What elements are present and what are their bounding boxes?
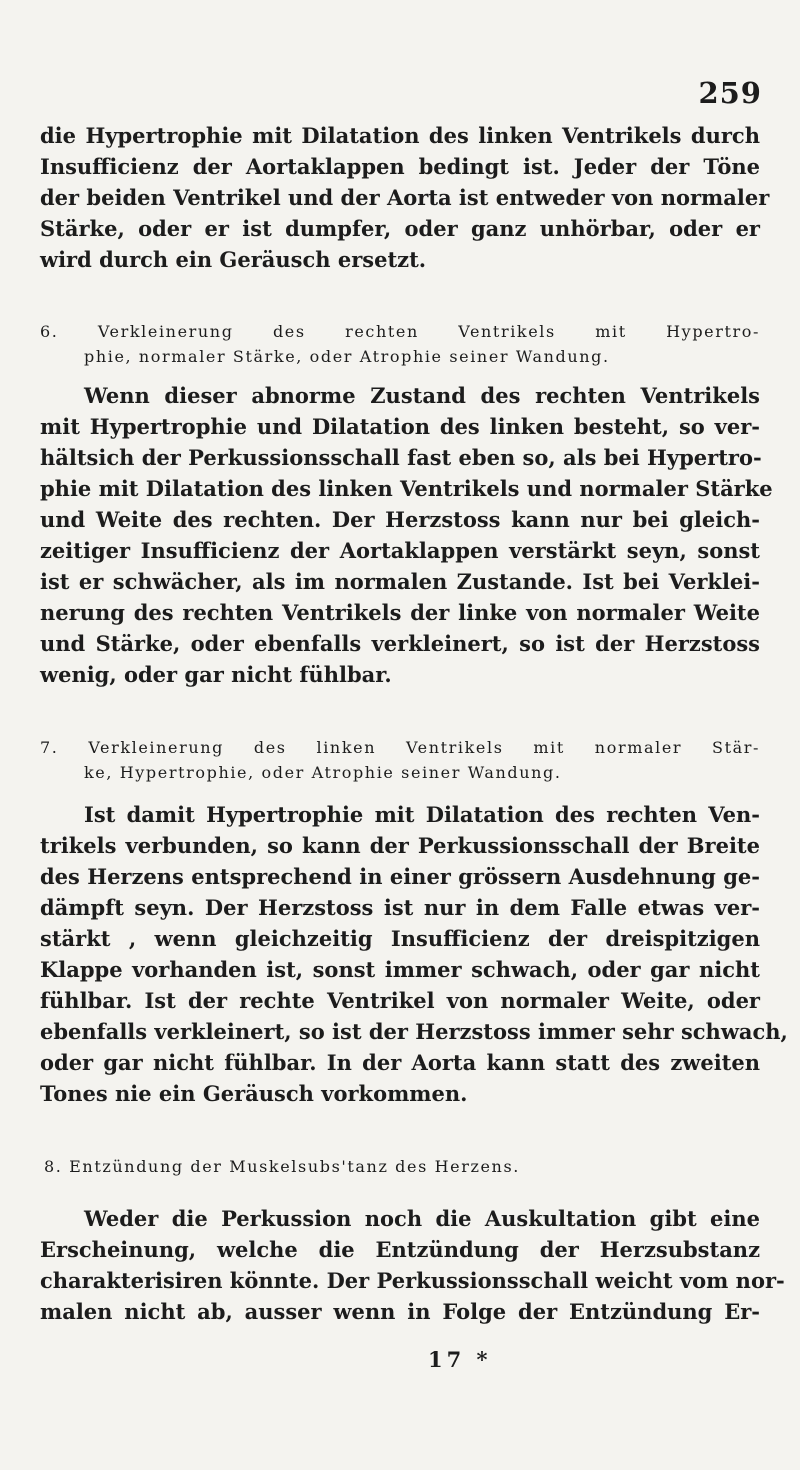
section-heading-7 <box>40 735 760 785</box>
text-line: oder gar nicht fühlbar. In der Aorta kann statt des zweiten <box>40 1050 760 1075</box>
section-heading-8 <box>40 1154 760 1179</box>
paragraph-2 <box>40 380 773 690</box>
text-line: stärkt , wenn gleichzeitig Insufficienz der dreispitzigen <box>40 926 760 951</box>
text-line: dämpft seyn. Der Herzstoss ist nur in dem Falle etwas ver- <box>40 895 760 920</box>
text-line: Ist damit Hypertrophie mit Dilatation des rechten Ven- <box>84 802 760 827</box>
text-line: nerung des rechten Ventrikels der linke von normaler Weite <box>40 600 760 625</box>
heading-line: 7. Verkleinerung des linken Ventrikels mit normaler Stär- <box>40 738 760 757</box>
paragraph-4 <box>40 1203 785 1327</box>
signature-mark: 17 * <box>428 1347 492 1372</box>
text-line: ebenfalls verkleinert, so ist der Herzstoss immer sehr schwach, <box>40 1019 788 1044</box>
text-line: wird durch ein Geräusch ersetzt. <box>40 247 427 272</box>
text-line: Wenn dieser abnorme Zustand des rechten Ventrikels <box>84 383 760 408</box>
text-line: der beiden Ventrikel und der Aorta ist entweder von normaler <box>40 185 770 210</box>
heading-line: ke, Hypertrophie, oder Atrophie seiner Wandung. <box>84 763 562 782</box>
heading-line: 8. Entzündung der Muskelsubs'tanz des Herzens. <box>44 1157 520 1176</box>
text-line: phie mit Dilatation des linken Ventrikels und normaler Stärke <box>40 476 773 501</box>
text-line: wenig, oder gar nicht fühlbar. <box>40 662 392 687</box>
paragraph-3 <box>40 799 788 1109</box>
text-line: Stärke, oder er ist dumpfer, oder ganz unhörbar, oder er <box>40 216 760 241</box>
section-heading-6 <box>40 319 760 369</box>
text-line: Erscheinung, welche die Entzündung der Herzsubstanz <box>40 1237 760 1262</box>
text-line: zeitiger Insufficienz der Aortaklappen verstärkt seyn, sonst <box>40 538 760 563</box>
text-line: Klappe vorhanden ist, sonst immer schwach, oder gar nicht <box>40 957 760 982</box>
text-line: hältsich der Perkussionsschall fast eben so, als bei Hypertro- <box>40 445 762 470</box>
text-line: und Weite des rechten. Der Herzstoss kann nur bei gleich- <box>40 507 760 532</box>
page-number: 259 <box>698 76 762 110</box>
text-line: trikels verbunden, so kann der Perkussionsschall der Breite <box>40 833 760 858</box>
heading-line: phie, normaler Stärke, oder Atrophie seiner Wandung. <box>84 347 610 366</box>
text-line: ist er schwächer, als im normalen Zustande. Ist bei Verklei- <box>40 569 760 594</box>
text-line: mit Hypertrophie und Dilatation des linken besteht, so ver- <box>40 414 760 439</box>
text-line: Insufficienz der Aortaklappen bedingt ist. Jeder der Töne <box>40 154 760 179</box>
text-line: die Hypertrophie mit Dilatation des linken Ventrikels durch <box>40 123 760 148</box>
text-line: des Herzens entsprechend in einer grössern Ausdehnung ge- <box>40 864 760 889</box>
text-line: fühlbar. Ist der rechte Ventrikel von normaler Weite, oder <box>40 988 760 1013</box>
text-line: und Stärke, oder ebenfalls verkleinert, so ist der Herzstoss <box>40 631 760 656</box>
text-line: Tones nie ein Geräusch vorkommen. <box>40 1081 468 1106</box>
text-line: malen nicht ab, ausser wenn in Folge der Entzündung Er- <box>40 1299 760 1324</box>
heading-line: 6. Verkleinerung des rechten Ventrikels mit Hypertro- <box>40 322 760 341</box>
text-line: charakterisiren könnte. Der Perkussionsschall weicht vom nor- <box>40 1268 785 1293</box>
text-line: Weder die Perkussion noch die Auskultation gibt eine <box>84 1206 760 1231</box>
paragraph-1 <box>40 120 770 275</box>
